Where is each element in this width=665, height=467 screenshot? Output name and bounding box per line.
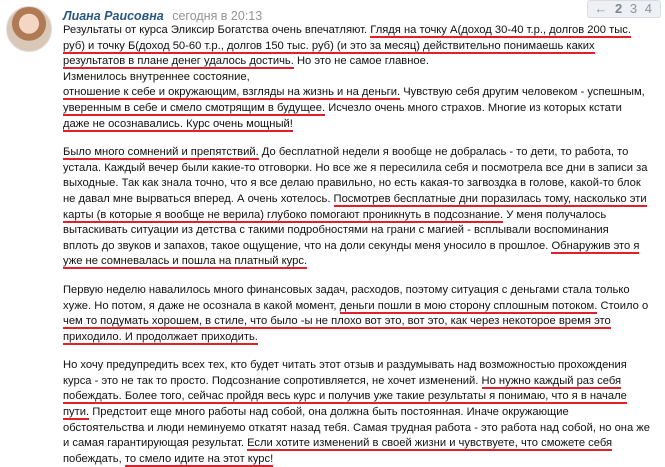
text-line <box>63 254 647 270</box>
plain-text: вплоть до звуков и запахов, такое ощущение, что на доли секунды меня уносило в прошлое. <box>63 239 552 252</box>
post-paragraph <box>63 145 647 270</box>
highlighted-text: Но нужно каждый раз себя <box>481 374 622 387</box>
pager-page-4[interactable]: 4 <box>644 1 654 16</box>
text-line <box>63 358 647 374</box>
text-line <box>63 421 651 437</box>
text-line <box>63 23 647 39</box>
text-line <box>63 314 647 330</box>
text-line <box>63 161 647 177</box>
highlighted-text: Обнаружив это я <box>551 239 640 252</box>
plain-text: и самая гарантирующая результат. <box>63 437 248 450</box>
plain-text: Результаты от курса Эликсир Богатства очень впечатляют. <box>63 24 371 36</box>
pager-page-2[interactable]: 2 <box>615 1 625 16</box>
pager-page-3[interactable]: 3 <box>629 1 640 16</box>
text-line <box>63 374 647 390</box>
highlighted-text: результатов в плане денег удалось достичь. <box>63 55 294 68</box>
highlighted-text: то смело идите на этот курс! <box>124 452 274 465</box>
post-header <box>63 8 262 24</box>
plain-text: Но это не самое главное. <box>293 55 429 68</box>
highlighted-text: отношение к себе и окружающим, взгляды на жизнь и на деньги. <box>63 86 401 99</box>
text-line <box>63 117 647 133</box>
plain-text: До бесплатной недели я вообще не добралась - то дети, то работа, то <box>258 146 629 159</box>
text-line <box>63 39 647 55</box>
text-line <box>63 192 647 208</box>
pagination <box>587 0 661 18</box>
highlighted-text: деньги пошли в мою сторону сплошным потоком. <box>339 299 598 312</box>
highlighted-text: Посмотрев бесплатные дни поразилась тому, насколько эти <box>333 192 647 205</box>
post-body <box>63 23 651 467</box>
highlighted-text: уверенным в себе и смело смотрящим в будущее. <box>63 101 326 114</box>
text-line <box>63 299 647 315</box>
text-line <box>63 389 647 405</box>
author-name[interactable]: Лиана Раисовна <box>63 9 164 23</box>
text-line <box>63 223 647 239</box>
highlighted-text: руб) и точку Б(доход 50-60 т.р., долгов 150 тыс. руб) (и это за месяц) действительно понимаешь каких <box>63 39 595 52</box>
post-paragraph <box>63 23 647 132</box>
text-line <box>63 405 647 421</box>
plain-text: устала. Каждый вечер были какие-то отговорки. Но все же я пересилила себя и посмотрела все дни в записи за <box>63 161 648 174</box>
highlighted-text: карты (в которые я вообще не верила) глубоко помогают проникнуть в подсознание. <box>63 208 504 221</box>
plain-text: Стоило о <box>597 299 649 312</box>
post-paragraph <box>63 358 651 467</box>
plain-text: У меня получалось <box>503 208 607 221</box>
avatar[interactable] <box>6 6 52 52</box>
text-line <box>63 283 647 299</box>
highlighted-text: Было много сомнений и препятствий. <box>63 146 259 159</box>
highlighted-text: пути. <box>63 406 90 419</box>
text-line <box>63 101 647 117</box>
plain-text: хуже. Но потом, я даже не осознала в какой момент, <box>63 299 340 312</box>
plain-text: вытаскивать ситуации из детства с такими подробностями на грани с магией - всплывали воспоминания <box>63 224 609 237</box>
plain-text: Предстоит еще много работы над собой, она должна быть постоянная. Иначе окружающие <box>89 406 569 419</box>
plain-text: выходные. Так как знала точно, что я все делаю правильно, но есть какая-то загвоздка в голове, какой-то блок <box>63 177 641 190</box>
plain-text: побеждать, <box>63 452 125 465</box>
highlighted-text: Если хотите изменений в своей жизни и чувствуете, что сможете себя <box>247 437 613 450</box>
pager-prev-icon[interactable]: ← <box>594 1 610 16</box>
highlighted-text: Глядя на точку А(доход 30-40 т.р., долгов 200 тыс. <box>370 24 631 36</box>
highlighted-text: приходило. И продолжает приходить. <box>63 330 258 343</box>
plain-text: Но хочу предупредить всех тех, кто будет читать этот отзыв и раздумывать над возможностью прохождения <box>63 359 627 372</box>
text-line <box>63 239 647 255</box>
text-line <box>63 436 647 452</box>
text-line <box>63 145 647 161</box>
plain-text: Изменилось внутреннее состояние, <box>63 70 250 83</box>
post-date[interactable]: сегодня в 20:13 <box>172 9 263 23</box>
highlighted-text: даже не осознавались. Курс очень мощный! <box>63 117 293 130</box>
post-paragraph <box>63 283 647 345</box>
plain-text: курса - это не так то просто. Подсознание сопротивляется, не хочет изменений. <box>63 374 482 387</box>
plain-text: Первую неделю навалилось много финансовых задач, расходов, поэтому ситуация с деньгами стала только <box>63 283 630 296</box>
text-line <box>63 330 647 346</box>
text-line <box>63 176 647 192</box>
text-line <box>63 70 647 86</box>
plain-text: не давал мне вырваться вперед. А очень хотелось. <box>63 192 334 205</box>
plain-text: обстоятельства и люди неминуемо откатят назад тебя. Самая трудная работа - это работа над собой, но она же <box>63 421 651 434</box>
highlighted-text: уже не сомневалась и пошла на платный курс. <box>63 255 308 268</box>
text-line <box>63 208 647 224</box>
plain-text: Исчезло очень много страхов. Многие из которых кстати <box>325 101 622 114</box>
plain-text: Чувствую себя другим человеком - успешным, <box>400 86 645 99</box>
highlighted-text: побеждать. Более того, сейчас пройдя весь курс и получив уже такие результаты я понимаю, что я в начале <box>63 390 627 403</box>
text-line <box>63 85 647 101</box>
text-line <box>63 54 647 70</box>
highlighted-text: чем то подумать хорошем, в стиле, что было -ы не плохо вот это, вот это, как через некоторое время это <box>63 315 611 328</box>
